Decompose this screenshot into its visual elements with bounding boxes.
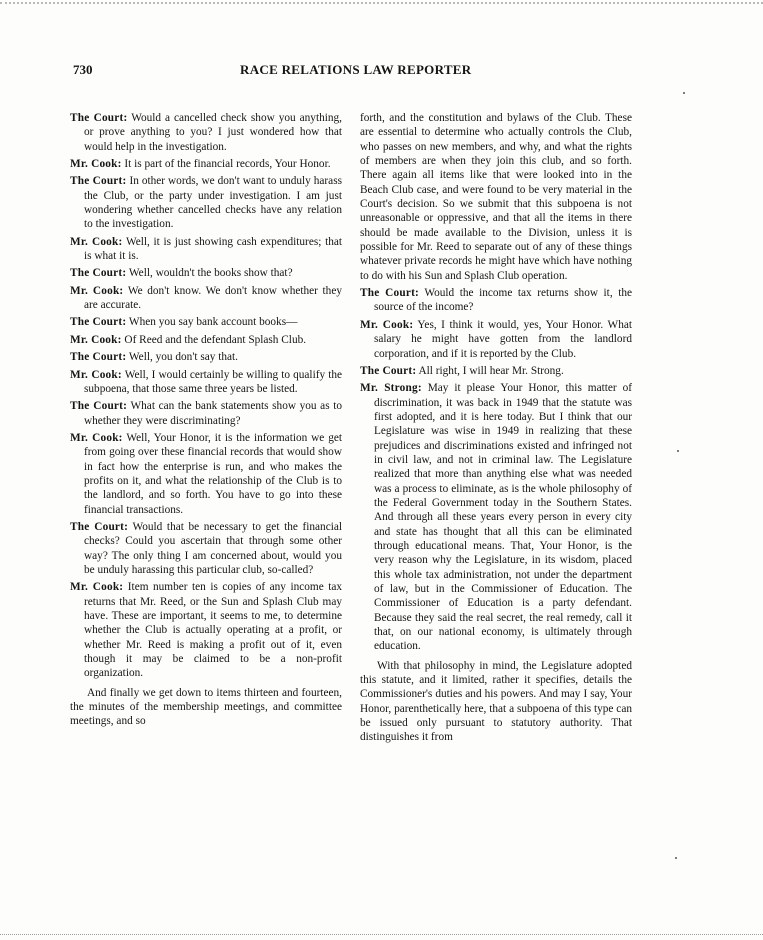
speaker-label: Mr. Cook:: [360, 318, 414, 331]
paragraph-text: May it please Your Honor, this matter of discrimination, it was back in 1949 that the statute was first adopted, and it is here today. But I think that our Legislature was wise in 1949 in realizing that these prejudices and discriminations existed and infringed not in civil law, and not in criminal law. The Legislature realized that more than anything else what was needed was a process to eliminate, as is the whole philosophy of the Federal Government today in the Southern States. And through all these years every person in every city and state has thought that all this can be eliminated through educational means. That, Your Honor, is the very reason why the Legislature, in its wisdom, placed this whole tax administration, not under the department of law, but in the Commissioner of Education. The Commissioner of Education is a party defendant. Because they said the real secret, the real remedy, call it that, on our national economy, is ultimately through education.: [374, 382, 632, 653]
bottom-edge-rule: [0, 934, 763, 936]
continued-paragraph: [360, 111, 632, 283]
paragraph-text: What can the bank statements show you as to whether they were discriminating?: [84, 400, 342, 427]
speaker-label: Mr. Cook:: [70, 158, 122, 171]
dialogue-paragraph: [360, 318, 632, 361]
paragraph-text: Would the income tax returns show it, the source of the income?: [374, 287, 632, 314]
paragraph-text: It is part of the financial records, Your Honor.: [124, 158, 331, 171]
dialogue-paragraph: [70, 157, 342, 171]
speaker-label: Mr. Cook:: [70, 581, 124, 594]
scan-speck: [683, 92, 685, 94]
paragraph-text: Would that be necessary to get the financial checks? Could you ascertain that through some other way? The only thing I am concerned about, would you be unduly harassing this particular club, so-called?: [84, 520, 342, 576]
paragraph-text: Would a cancelled check show you anything, or prove anything to you? I just wondered how that would help in the investigation.: [84, 112, 342, 153]
speaker-label: The Court:: [70, 175, 127, 188]
paragraph-text: In other words, we don't want to unduly harass the Club, or the party under investigation. I am just wondering whether cancelled checks have any relation to the investigation.: [84, 175, 342, 231]
speaker-label: The Court:: [360, 364, 417, 377]
dialogue-paragraph: [70, 580, 342, 680]
running-head: RACE RELATIONS LAW REPORTER: [240, 62, 472, 77]
paragraph-text: forth, and the constitution and bylaws of the Club. These are essential to determine who actually controls the Club, who passes on new members, and why, and what the rights of members are when they join this club, and so forth. There again all items like that were looked into in the Beach Club case, and were found to be very material in the Court's decision. So we submit that this subpoena is not unreasonable or oppressive, and that all the items in there should be made available to the Division, unless it is possible for Mr. Reed to separate out of any of these things whatever private records he might have which have nothing to do with his Sun and Splash Club operation.: [360, 112, 632, 282]
paragraph-text: We don't know. We don't know whether they are accurate.: [84, 284, 342, 312]
page-number: 730: [73, 62, 93, 77]
speaker-label: Mr. Cook:: [70, 333, 122, 346]
narrative-paragraph: [70, 686, 342, 729]
speaker-label: The Court:: [70, 267, 127, 280]
left-column: [70, 111, 342, 732]
right-column: [360, 111, 632, 748]
scan-speck: [677, 450, 679, 452]
dialogue-paragraph: [70, 350, 342, 364]
dialogue-paragraph: [360, 381, 632, 654]
paragraph-text: Well, you don't say that.: [128, 351, 238, 364]
paragraph-text: All right, I will hear Mr. Strong.: [418, 364, 564, 377]
paragraph-text: Item number ten is copies of any income tax returns that Mr. Reed, or the Sun and Splash Club may have. These are important, it seems to me, to determine whether the Club is actually operating at a profit, or whether Mr. Reed is making a profit out of it, even though it may be claimed to be a non-profit organization.: [84, 581, 343, 680]
speaker-label: The Court:: [70, 316, 127, 329]
paragraph-text: When you say bank account books—: [128, 316, 298, 329]
speaker-label: Mr. Cook:: [70, 368, 122, 381]
speaker-label: Mr. Strong:: [360, 382, 422, 395]
dialogue-paragraph: [70, 368, 342, 397]
speaker-label: The Court:: [360, 287, 420, 300]
paragraph-text: With that philosophy in mind, the Legislature adopted this statute, and it limited, rather it specifies, details the Commissioner's duties and his powers. And may I say, Your Honor, parenthetically here, that a subpoena of this type can be issued only pursuant to statutory authority. That distinguishes it from: [360, 659, 632, 744]
dialogue-paragraph: [70, 520, 342, 577]
speaker-label: The Court:: [70, 351, 127, 364]
speaker-label: The Court:: [70, 112, 128, 124]
dialogue-paragraph: [360, 364, 632, 378]
speaker-label: The Court:: [70, 520, 129, 533]
dialogue-paragraph: [70, 235, 342, 264]
dialogue-paragraph: [70, 284, 342, 313]
top-edge-rule: [0, 2, 763, 6]
page-header: [0, 62, 763, 82]
paragraph-text: Well, it is just showing cash expenditures; that is what it is.: [84, 235, 343, 263]
dialogue-paragraph: [70, 333, 342, 347]
speaker-label: Mr. Cook:: [70, 431, 123, 444]
paragraph-text: Well, Your Honor, it is the information we get from going over these financial records that would show in fact how the enterprise is run, and who makes the profits on it, and what the relationship of the Club is to the landlord, and so forth. You have to go into these financial transactions.: [84, 431, 342, 516]
dialogue-paragraph: [70, 266, 342, 280]
speaker-label: The Court:: [70, 400, 128, 413]
narrative-paragraph: [360, 659, 632, 745]
paragraph-text: Of Reed and the defendant Splash Club.: [124, 333, 307, 346]
scan-speck: [675, 857, 677, 859]
dialogue-paragraph: [70, 431, 342, 517]
paragraph-text: Well, wouldn't the books show that?: [128, 267, 293, 280]
paragraph-text: Yes, I think it would, yes, Your Honor. What salary he might have gotten from the landlord corporation, and if it is reported by the Club.: [374, 318, 633, 360]
dialogue-paragraph: [70, 174, 342, 231]
dialogue-paragraph: [360, 286, 632, 315]
speaker-label: Mr. Cook:: [70, 235, 123, 248]
dialogue-paragraph: [70, 399, 342, 428]
dialogue-paragraph: [70, 315, 342, 329]
speaker-label: Mr. Cook:: [70, 284, 124, 297]
dialogue-paragraph: [70, 111, 342, 154]
paragraph-text: Well, I would certainly be willing to qualify the subpoena, that those same three years be listed.: [84, 368, 342, 395]
paragraph-text: And finally we get down to items thirteen and fourteen, the minutes of the membership meetings, and committee meetings, and so: [70, 686, 342, 728]
